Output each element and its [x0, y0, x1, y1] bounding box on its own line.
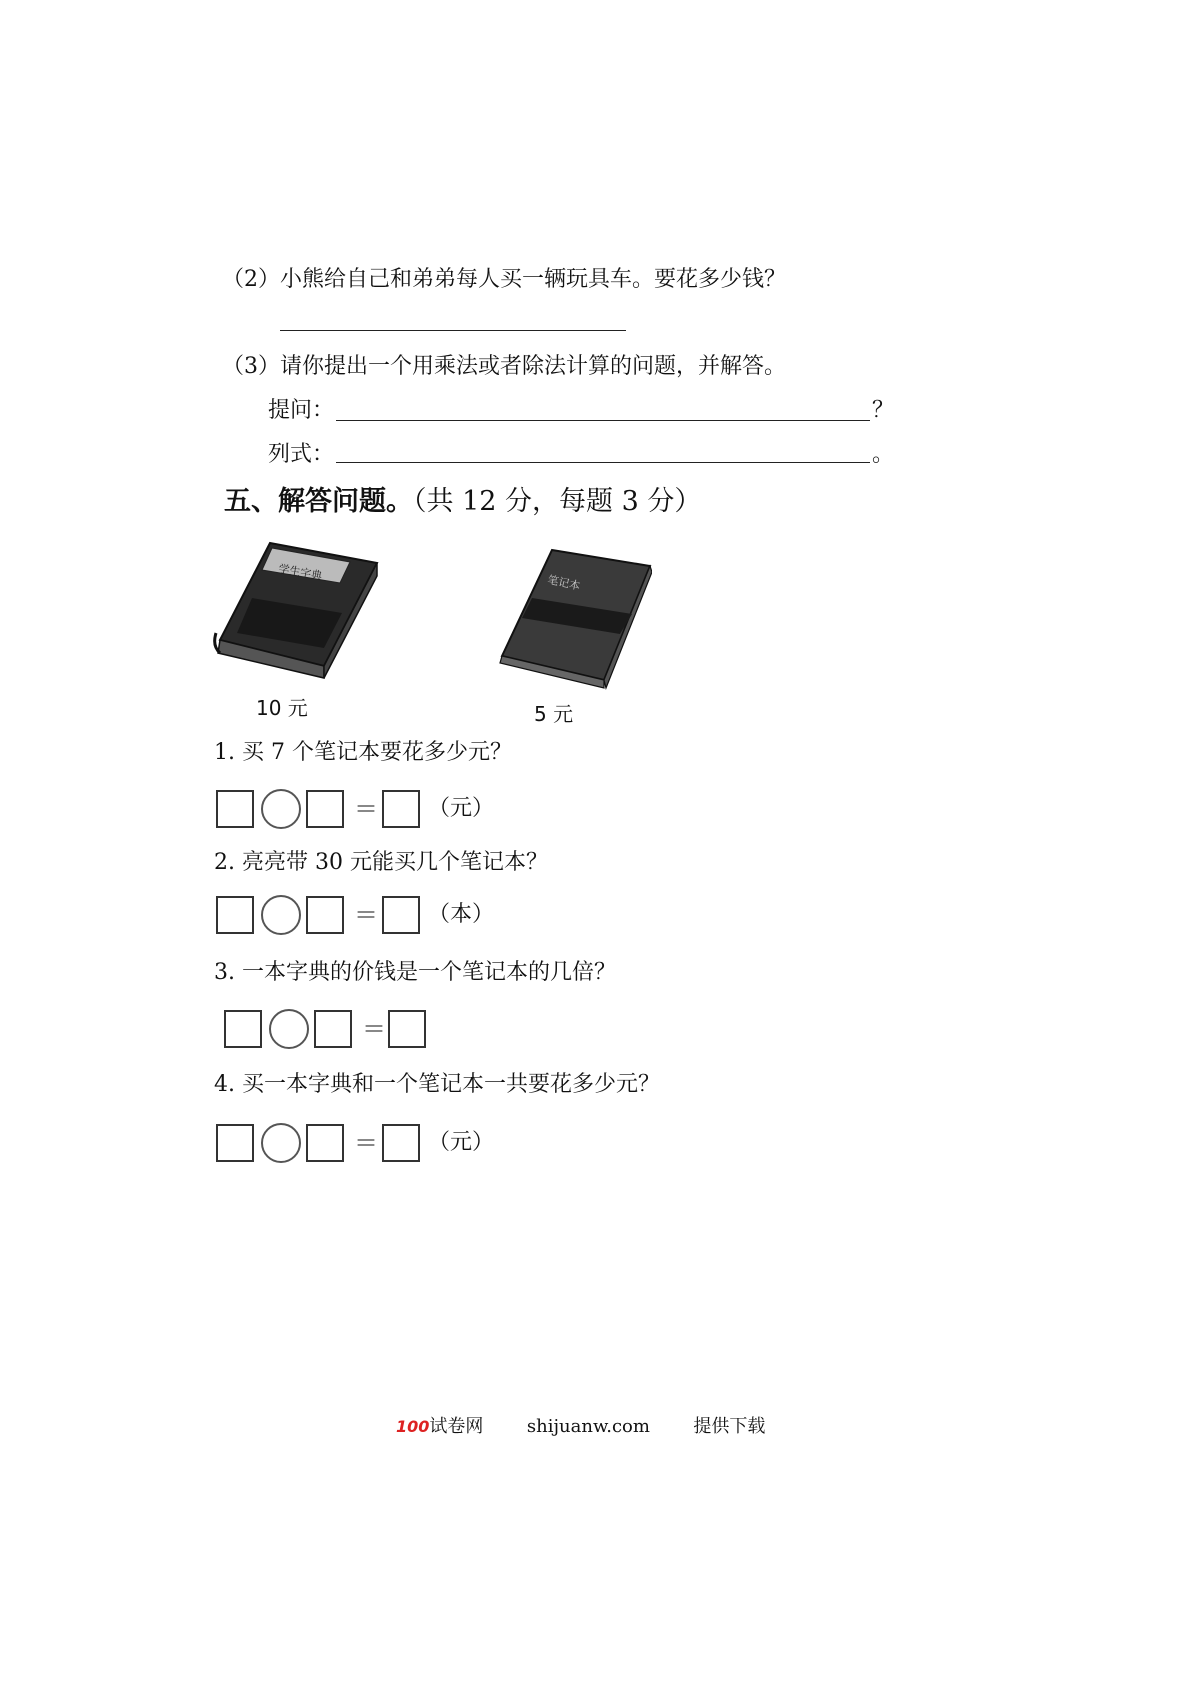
problem-1-box-1[interactable]: [216, 790, 254, 828]
equals-sign: ＝: [354, 795, 378, 823]
problem-2-operator-circle[interactable]: [261, 895, 301, 935]
problem-3-box-1[interactable]: [224, 1010, 262, 1048]
problem-4-operator-circle[interactable]: [261, 1123, 301, 1163]
notebook-image: [500, 550, 652, 688]
problem-2-answer-row: [216, 896, 536, 938]
question-3: （3）请你提出一个用乘法或者除法计算的问题，并解答。: [222, 354, 786, 379]
problem-3-box-2[interactable]: [314, 1010, 352, 1048]
footer-site[interactable]: shijuanw.com: [526, 1416, 650, 1437]
problem-2-text: 2. 亮亮带 30 元能买几个笔记本？: [214, 850, 548, 875]
problem-1-unit: （元）: [428, 796, 495, 821]
equals-sign: ＝: [362, 1015, 386, 1043]
answer-line-q2[interactable]: [280, 330, 626, 331]
section-5-title-rest: （共 12 分，每题 3 分）: [413, 486, 702, 517]
formula-answer-line[interactable]: [336, 462, 870, 463]
problem-1-box-2[interactable]: [306, 790, 344, 828]
books-illustration: [212, 538, 652, 726]
problem-1-text: 1. 买 7 个笔记本要花多少元？: [214, 740, 512, 765]
ask-end-mark: ？: [872, 398, 895, 423]
problem-3-answer-row: [224, 1010, 544, 1052]
footer-logo-number: 100: [396, 1417, 430, 1436]
formula-label: 列式：: [268, 442, 335, 467]
ask-answer-line[interactable]: [336, 420, 870, 421]
notebook-price: 5 元: [534, 702, 574, 726]
ask-label: 提问：: [268, 398, 335, 423]
problem-3-text: 3. 一本字典的价钱是一个笔记本的几倍？: [214, 960, 616, 985]
problem-2-box-2[interactable]: [306, 896, 344, 934]
problem-3-operator-circle[interactable]: [269, 1009, 309, 1049]
footer: [396, 1412, 765, 1438]
formula-end-mark: 。: [872, 442, 895, 467]
section-5-title-bold: 五、解答问题。: [224, 486, 413, 517]
problem-4-unit: （元）: [428, 1130, 495, 1155]
dictionary-image: [215, 543, 377, 678]
equals-sign: ＝: [354, 901, 378, 929]
notebook-cover-text: 笔记本: [546, 573, 582, 593]
problem-4-box-2[interactable]: [306, 1124, 344, 1162]
problem-2-box-1[interactable]: [216, 896, 254, 934]
section-5-title: [224, 484, 701, 520]
problem-2-result-box[interactable]: [382, 896, 420, 934]
problem-4-text: 4. 买一本字典和一个笔记本一共要花多少元？: [214, 1072, 660, 1097]
dictionary-cover-text: 学生字典: [277, 562, 324, 583]
dictionary-price: 10 元: [256, 696, 308, 720]
problem-2-unit: （本）: [428, 902, 495, 927]
question-2: （2）小熊给自己和弟弟每人买一辆玩具车。要花多少钱？: [222, 267, 786, 292]
problem-1-answer-row: [216, 790, 536, 832]
problem-4-result-box[interactable]: [382, 1124, 420, 1162]
footer-logo-text: 试卷网: [429, 1416, 484, 1437]
problem-4-box-1[interactable]: [216, 1124, 254, 1162]
equals-sign: ＝: [354, 1129, 378, 1157]
problem-1-operator-circle[interactable]: [261, 789, 301, 829]
footer-provide: 提供下载: [693, 1416, 766, 1437]
problem-4-answer-row: [216, 1124, 536, 1166]
problem-3-result-box[interactable]: [388, 1010, 426, 1048]
problem-1-result-box[interactable]: [382, 790, 420, 828]
